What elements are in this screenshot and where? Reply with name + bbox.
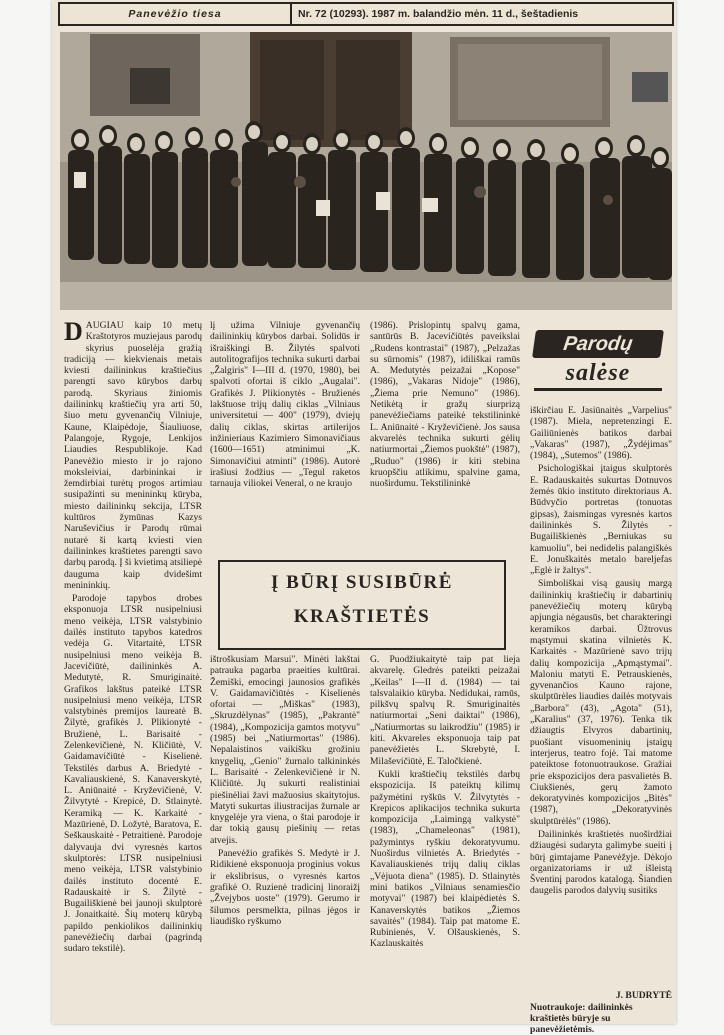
- article-paragraph: lį užima Vilniuje gyvenančių dailininkių kūrybos darbai. Solidūs ir išraiškingi B. Žilytės spalvoti autolitografijos technika sukurti darbai „Žalgiris" I—III d. (1970, 1980), bei spalvoti ofortai iš ciklo „Augalai". Grafikės J. Plikionytės - Bružienės lakštuose trijų dalių ciklas „Vilniaus universitetui — 400" (1979), dviejų dalių ciklas, skirtas artilerijos inžinieriaus Kazimiero Simonavičiaus (1600—1651) atminimui „K. Simonavičiui atminti" (1986). Autorė irašiusi žodžius — „Tegul raketos tarnauja viliokei Veneral, o ne kraujo: [210, 320, 360, 490]
- photo-caption: Nuotraukoje: dailininkės kraštietės būryje su panevėžietėmis.: [530, 1002, 633, 1035]
- masthead: [58, 2, 674, 26]
- article-paragraph: (1986). Prislopintų spalvų gama, santūrūs B. Jacevičiūtės paveikslai „Rudens kontrastai" (1987), „Pelzažas su sūrnomis" (1987), idiliškai ramūs A. Medutytės peizažai „Kopose" (1986), „Vakaras Nidoje" (1986), „Žiema prie Nemuno" (1986). Netikėtą ir gražų siurprizą panevėžiečiams pateikė tekstilininkė L. Aniūnaitė - Kryževičienė. Jos sausa akvarelės technika sukurti gėlių natiurmortai „Žiemos puokštė" (1987), „Ruduo" (1986) ir kiti stebina kruopščiu atlikimu, spalvine gama, nuoširdumu. Tekstilininkė: [370, 320, 520, 490]
- article-column-4: [530, 405, 672, 990]
- article-paragraph: Psichologiškai įtaigus skulptorės E. Radauskaitės sukurtas Dotnuvos žemės ūkio instituto direktoriaus A. Būdvyčio portretas (tonuotas gipsas), žaismingas vyresnės kartos dailininkės S. Žilytės - Bugailiškienės „Berniukas su kamuoliu", bei nedidelis palangiškės E. Jonuškaitės metalo bareljefas „Eglė ir žaltys".: [530, 463, 672, 577]
- paper-name: Panevėžio tiesa: [60, 4, 292, 24]
- dropcap: D: [64, 320, 83, 346]
- rubric-line-1: Parodų: [532, 330, 664, 358]
- headline-line-2: KRAŠTIETĖS: [293, 606, 431, 627]
- group-photo: [60, 32, 672, 310]
- article-column-2-lower: [210, 654, 360, 1024]
- article-paragraph: ištroškusiam Marsui". Minėti lakštai patrauka pagarba praeities kultūrai. Žemiški, emocingi jaunosios grafikės V. Gaidamavičiūtės - Kiselienės ofortai — „Miškas" (1983), „Skruzdėlynas" (1985), „Pakrantė" (1984), „Kompozicija gamtos motyvu" (1985) bei „Natiurmortas" (1986). Nepalaistinos vaikišku grožiniu knygelių, „Genio" žurnalo talkininkės L. Barisaitė - Zelenkevičienė ir N. Kličiūtė. Jų sukurti realistiniai piešinėliai žavi mažuosius skaitytojus. Matyti sukurtas iliustracijas žurnale ar knygelėje yra viena, o štai parodoje ir dar tokią gausų piešinių — retas atvejis.: [210, 654, 360, 846]
- article-column-3: [370, 320, 520, 552]
- article-paragraph: Kukli kraštiečių tekstilės darbų ekspozicija. Iš pateiktų kilimų pažymėtini ryškūs V. Žilvytytės - Krepicos aplikacijos technika sukurta kompozicija „Laimingą valkystė" (1983), „Chameleonas" (1981), pažymintys ryškiu dekoratyvumu. Nuoširdus vilnietės A. Briedytės - Kavaliauskienės trijų dalių ciklas „Vėjuota diena" (1985). D. Stlainytės mini batikos „Vilniaus senamiesčio motyvai" (1987) bei klaipėdietės S. Kanaverskytės batikos „Žiemos savaitės" (1984). Taip pat matome E. Rubinienės, V. Olšauskienės, S. Kazlauskaitės: [370, 768, 520, 950]
- article-paragraph: iškirčiau E. Jasiūnaitės „Varpelius" (1987). Miela, nepretenzingi E. Gailiūnienės batikos darbai „Vakaras" (1987), „Žydėjimas" (1984), „Sutemos" (1986).: [530, 405, 672, 462]
- newspaper-page: [52, 0, 676, 1035]
- article-column-2: [210, 320, 360, 552]
- headline-box: [218, 560, 506, 650]
- headline-line-1: Į BŪRĮ SUSIBŪRĖ: [271, 572, 453, 593]
- article-paragraph: Parodoje tapybos drobes eksponuoja LTSR nusipelniusi meno veikėja, LTSR valstybinio dailės instituto tapybos katedros vedėja G. Vitartaitė, LTSR nusipelniusi meno veikėja B. Jacevičiūtė, dailininkės A. Medutytė, R. Smuriginaitė. Grafikos lakštus pateikė LTSR nusipelniusi meno veikėja, LTSR valstybinės premijos laureatė B. Žilytė, grafikės J. Plikionytė - Bružienė, L. Barisaitė - Zelenkevičienė, N. Kličiūtė, V. Gaidamavičiūtė - Kiselienė. Tekstilės darbus A. Briedytė - Kavaliauskienė, S. Kanaverskytė, L. Aniūnaitė - Kryževičienė, V. Žilvytytė - Krepicė, D. Stlainytė. Keramiką — K. Karkaitė - Mazūrienė, D. Ložytė, Baratova, E. Seškauskaitė - Petraitienė. Parodoje dalyvauja dvi vyresnės kartos skulptorės: LTSR nusipelniusi meno veikėja, LTSR valstybinio dailės instituto docentė E. Radauskaitė ir S. Žilytė - Bugailiškienė bei jaunoji skulptorė J. Jonaitkaitė. Šių moterų kūrybą papildo penkiolikos dailininkių panevėžiečių darbai (pagrindą sudaro tekstilė).: [64, 593, 202, 955]
- rubric-line-2: salėse: [534, 358, 662, 391]
- article-paragraph: Panevėžio grafikės S. Medytė ir J. Ridikienė eksponuoja proginius vokus ir ekslibrisus, o vyresnės kartos grafikė O. Ruzienė tradicinį linoraižį „Žvejybos uoste" (1979). Gerumo ir šilumos persmelkta, pilnas jėgos ir liaudiško ryškumo: [210, 848, 360, 927]
- article-paragraph: AUGIAU kaip 10 metų Kraštotyros muziejaus parodų skyrius puoselėja gražią tradiciją — kiekvienais metais kviesti dailininkus kraštiečius parengti savo kūrybos darbų parodą. Skyriaus žiniomis dailininkų kraštiečių yra arti 50, šiuo metu gyvenančių Vilniuje, Kaune, Klaipėdoje, Šiauliuose, Palangoje, Rygoje, Lenkijos Liaudies Respublikoje. Kad Panevėžio miesto ir jo rajono moksleiviai, darbininkai ir žemdirbiai turėtų progos artimiau susipažinti su menininkų kūryba, miesto dailininkų sekcija, LTSR kultūros žymūnas Kazys Naruševičius ir Parodų rūmai nutarė ši kartą kviesti vien dailininkes kraštietes parengti savo darbų parodą. Į ši kvietimą atsiliepė dauguma kaip dvidešimt menininkių.: [64, 320, 202, 591]
- group-photo-image: [60, 32, 672, 310]
- article-paragraph: G. Puodžiukaitytė taip pat lieja akvarelę. Gledrės pateikti peizažai „Keilas" I—II d. (1984) — tai talsvalaikio kūryba. Nedidukai, ramūs, pilkšvų spalvų R. Smuriginaitės natiurmortai „Seni daiktai" (1986), „Natiurmortas su laikrodžiu" (1985) ir kiti. Akvareles eksponuoja taip pat panevėžietės L. Skrebytė, I. Milaševičiūtė, E. Taločkienė.: [370, 654, 520, 767]
- issue-line: Nr. 72 (10293). 1987 m. balandžio mėn. 11 d., šeštadienis: [298, 8, 579, 20]
- section-rubric: [534, 330, 662, 394]
- article-signature: [530, 990, 672, 1035]
- article-paragraph: Simboliškai visą gausių margą dailininkių kraštiečių ir dabartinių panevėžiečių moterų kūrybą apjungia nėgausūs, bet charakteringi keramikos darbai. Ūžtrovus mąstymui skatina vilnietės K. Karkaitės - Mazūrienė savo trijų dalių kompozicija „Apmąstymai". Maloniu matyti E. Petrauskienės, gyvenančios Kauno rajone, skulptūrėles liaudies dailės motyvais „Barbora" (43), „Agota" (51), „Karalius" (37, 1976). Tenka tik džiaugtis Elvyros dabartinių, puošiant visuomeninių įstaigų interjerus, teatro fojė. Tai matome pateiktose fotonuotraukose. Gražiai prie ekspozicijos dera pasvalietės B. Ciukšienės, gerų žamoto dekoratyvinės kompozicijos „Bitės" (1987), „Dekoratyvinės skulptūrėlės" (1986).: [530, 578, 672, 827]
- article-column-3-lower: [370, 654, 520, 1024]
- author-name: J. BUDRYTĖ: [615, 990, 672, 1001]
- article-column-1: [64, 320, 202, 1024]
- article-paragraph: Dailininkės kraštietės nuoširdžiai džiaugėsi sudaryta galimybe sueiti į būrį gimtajame Panevėžyje. Dėkojo organizatoriams ir už išleistą Šventinį parodos katalogą. Šiandien daugelis parodos dalyvių susitiks: [530, 828, 672, 897]
